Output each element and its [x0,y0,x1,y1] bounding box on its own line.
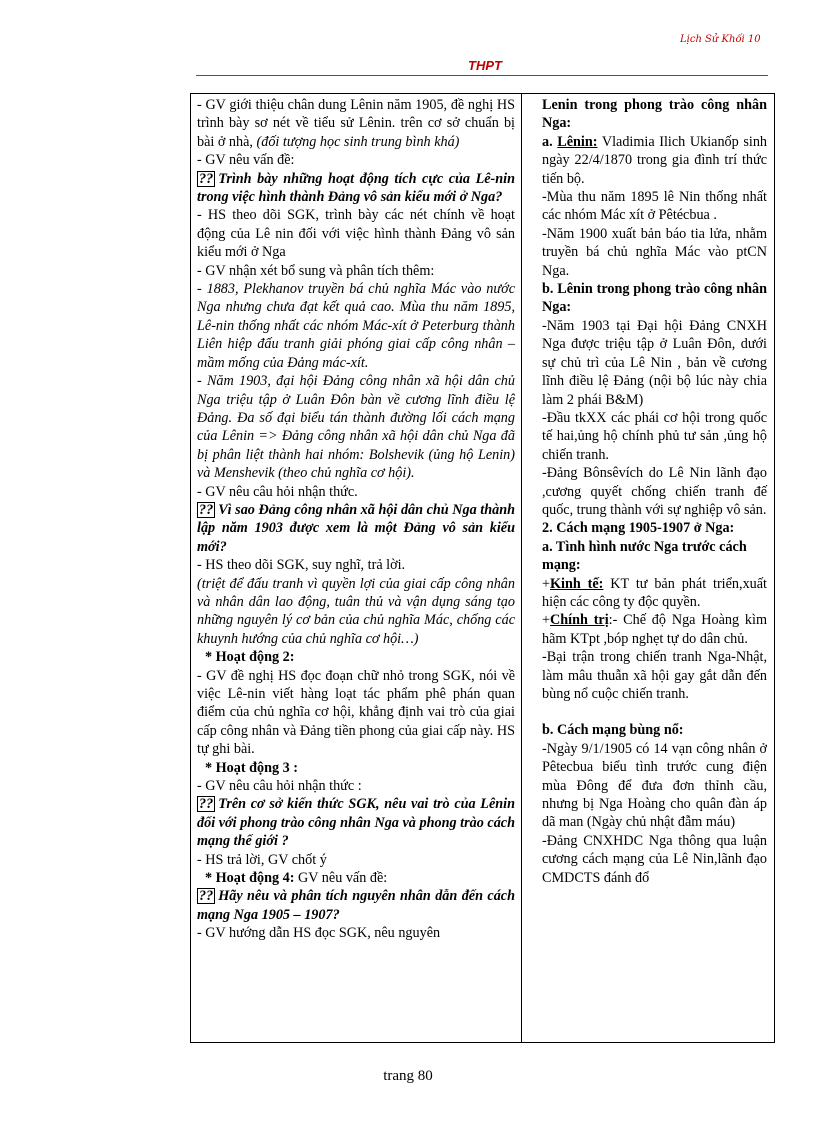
paragraph: - GV nêu câu hỏi nhận thức. [197,483,358,500]
column-divider [521,94,522,1042]
header-divider [196,75,768,76]
paragraph-text: :- Chế độ Nga Hoàng kìm hãm KTpt ,bóp nghẹt tự do dân chủ. [542,612,767,647]
spacer [542,703,767,721]
section-heading: 2. Cách mạng 1905-1907 ở Nga: [542,520,735,537]
question-text: Trình bày những hoạt động tích cực của Lê-nin trong việc hình thành Đảng vô sản kiểu mới ở Nga? [197,170,515,206]
question-text: Vì sao Đảng công nhân xã hội dân chủ Nga thành lập năm 1903 được xem là một Đảng vô sản kiểu mới? [197,501,515,555]
subsection-label: a. [542,133,558,150]
subsection-title: Lênin: [557,133,598,150]
plus-marker: + [542,612,551,629]
question-block [197,887,515,924]
paragraph-italic: (triệt để đấu tranh vì quyền lợi của giai cấp công nhân và nhân dân lao động, tuân thủ và vận dụng sáng tạo những nguyên lý cơ bản của chủ nghĩa Mác, chống các khuynh hướng của chủ nghĩa cơ hội…) [197,575,515,647]
paragraph-text: KT tư bản phát triển,xuất hiện các công ty độc quyền. [542,575,767,610]
section-heading: Lenin trong phong trào công nhân Nga: [542,97,767,132]
section-heading: b. Lênin trong phong trào công nhân Nga: [542,281,767,316]
page-number: trang 80 [383,1068,433,1084]
section-heading: a. Tình hình nước Nga trước cách mạng: [542,538,747,574]
paragraph: - GV đề nghị HS đọc đoạn chữ nhỏ trong SGK, nói về việc Lê-nin viết hàng loạt tác phẩm phê phán quan điểm của chủ nghĩa cơ hội, khẳng định vai trò của giai cấp công nhân và Đảng tiền phong của giai cấp này. HS tự ghi bài. [197,667,515,758]
paragraph: -Năm 1903 tại Đại hội Đảng CNXH Nga được triệu tập ở Luân Đôn, dưới sự chủ trì của Lê Nin , bản về cương lĩnh điều lệ Đảng (nội bộ lúc này chia làm 2 phái B&M) [542,317,767,408]
paragraph: - GV nhận xét bổ sung và phân tích thêm: [197,262,435,279]
paragraph: - HS trả lời, GV chốt ý [197,851,327,868]
header-subject-label: Lịch Sử Khối 10 [680,34,761,45]
paragraph: -Mùa thu năm 1895 lê Nin thống nhất các nhóm Mác xít ở Pêtécbua . [542,189,767,224]
question-block [197,795,515,850]
question-block [197,501,515,556]
paragraph: - GV hướng dẫn HS đọc SGK, nêu nguyên [197,925,441,942]
activity-heading-label: * Hoạt động 4: [205,870,295,887]
paragraph: -Đầu tkXX các phái cơ hội trong quốc tế hai,ủng hộ chính phủ tư sản ,ủng hộ chiến tranh. [542,409,767,463]
activity-heading [197,869,515,887]
question-mark-box: ?? [199,888,214,905]
question-mark-box: ?? [199,170,214,187]
paragraph-italic: - 1883, Plekhanov truyền bá chủ nghĩa Mác vào nước Nga nhưng chưa đạt kết quả cao. Mùa thu năm 1895, Lê-nin thống nhất các nhóm Mác-xít ở Peterburg thành Liên hiệp đấu tranh giải phóng giai cấp công nhân – mầm mống của Đảng mác-xít. [197,281,515,371]
activity-heading-text: GV nêu vấn đề: [294,870,388,887]
paragraph-text: Vladimia Ilich Ukianốp sinh ngày 22/4/1870 trong gia đình trí thức tiến bộ. [542,133,768,187]
paragraph: -Ngày 9/1/1905 có 14 vạn công nhân ở Pêtecbua biểu tình trước cung điện mùa Đông để đưa đơn thỉnh cầu, nhưng bị Nga Hoàng cho quân đàn áp dã man (Ngày chủ nhật đẫm máu) [542,740,767,831]
paragraph: - GV nêu câu hỏi nhận thức : [197,778,362,795]
paragraph: -Năm 1900 xuất bản báo tia lửa, nhằm truyền bá chủ nghĩa Mác vào ptCN Nga. [542,225,767,279]
content-column [542,96,767,887]
paragraph: -Đảng Bônsêvích do Lê Nin lãnh đạo ,cương quyết chống chiến tranh đế quốc, trung thành với sự nghiệp vô sản. [542,465,767,518]
question-mark-box: ?? [199,501,214,518]
question-text: Trên cơ sở kiến thức SGK, nêu vai trò của Lênin đối với phong trào công nhân Nga và phong trào cách mạng thế giới ? [197,796,515,850]
subsection-title: Chính trị [550,612,609,629]
paragraph: -Đảng CNXHDC Nga thông qua luận cương cách mạng của Lê Nin,lãnh đạo CMDCTS đánh đổ [542,832,767,886]
paragraph [542,611,767,648]
question-mark-box: ?? [199,796,214,813]
activity-heading: * Hoạt động 2: [205,649,295,666]
paragraph-italic: - Năm 1903, đại hội Đảng công nhân xã hội dân chủ Nga triệu tập ở Luân Đôn bàn về cương lĩnh điều lệ Đảng. Đa số đại biểu tán thành đường lối cách mạng của Lênin => Đảng công nhân xã hội dân chủ Nga đã bị phân liệt thành hai nhóm: Bolshevik (ủng hộ Lenin) và Menshevik (theo chủ nghĩa cơ hội). [197,373,515,482]
plus-marker: + [542,575,551,592]
paragraph [197,96,515,151]
paragraph-text: - GV giới thiệu chân dung Lênin năm 1905, đề nghị HS trình bày sơ nét về tiểu sử Lênin. trên cơ sở chuẩn bị bài ở nhà, [197,97,515,150]
paragraph: -Bại trận trong chiến tranh Nga-Nhật, làm mâu thuẫn xã hội gay gắt dẫn đến bùng nổ cuộc chiến tranh. [542,649,767,702]
paragraph [542,133,767,188]
paragraph-note: (đối tượng học sinh trung bình khá) [256,133,460,150]
section-heading: b. Cách mạng bùng nổ: [542,722,684,739]
paragraph [542,575,767,612]
paragraph: - GV nêu vấn đề: [197,152,295,169]
header-school-label: THPT [468,58,502,73]
question-block [197,170,515,207]
teacher-activity-column [197,96,515,943]
subsection-title: Kinh tế: [550,575,604,592]
paragraph: - HS theo dõi SGK, suy nghĩ, trả lời. [197,557,406,574]
paragraph: - HS theo dõi SGK, trình bày các nét chính về hoạt động của Lê nin đối với việc hình thành Đảng vô sản kiểu mới ở Nga [197,207,515,261]
lesson-table [190,93,775,1043]
activity-heading: * Hoạt động 3 : [205,759,299,776]
question-text: Hãy nêu và phân tích nguyên nhân dẫn đến cách mạng Nga 1905 – 1907? [197,888,515,923]
